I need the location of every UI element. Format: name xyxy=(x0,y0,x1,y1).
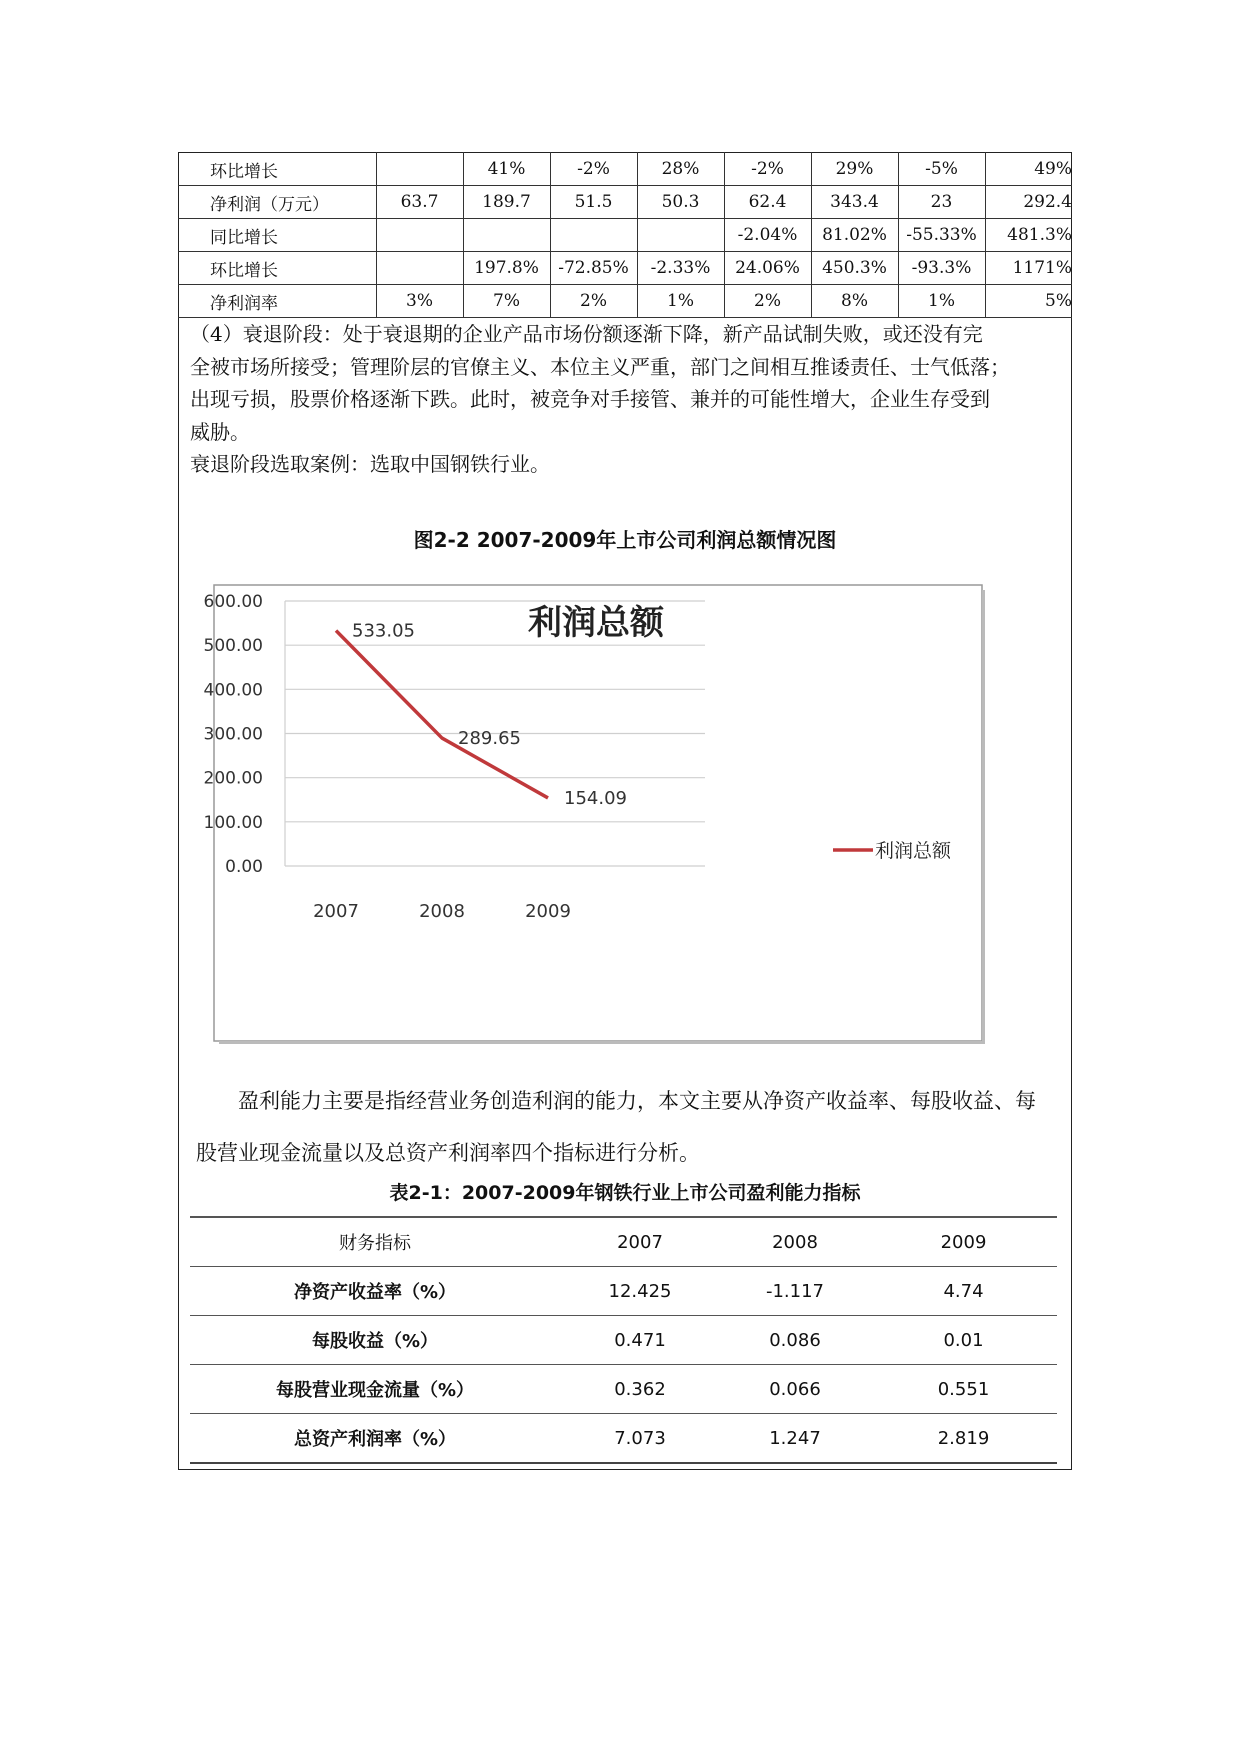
table-cell: 197.8% xyxy=(463,252,550,285)
table-cell: 7% xyxy=(463,285,550,318)
table-cell: -2.04% xyxy=(724,219,811,252)
table-cell: -72.85% xyxy=(550,252,637,285)
case-selection-line: 衰退阶段选取案例：选取中国钢铁行业。 xyxy=(190,452,550,476)
table-cell: -1.117 xyxy=(720,1267,870,1316)
table-cell: 12.425 xyxy=(560,1267,720,1316)
profitability-table xyxy=(190,1216,1057,1464)
y-tick-label: 200.00 xyxy=(203,768,263,789)
table-row xyxy=(190,1316,1057,1365)
chart-shadow xyxy=(982,590,985,1044)
table-cell: 0.551 xyxy=(870,1365,1057,1414)
data-label: 289.65 xyxy=(458,728,521,750)
table-cell: 0.362 xyxy=(560,1365,720,1414)
table-row xyxy=(178,285,1072,318)
table-cell xyxy=(376,153,463,186)
row-label: 净利润率 xyxy=(178,285,376,318)
table-cell: 29% xyxy=(811,153,898,186)
table-cell: 7.073 xyxy=(560,1414,720,1464)
header-row xyxy=(190,1217,1057,1267)
chart-caption: 图2-2 2007-2009年上市公司利润总额情况图 xyxy=(413,528,837,552)
table-cell: 0.066 xyxy=(720,1365,870,1414)
y-tick-label: 0.00 xyxy=(225,857,263,877)
indicator-name: 每股营业现金流量（%） xyxy=(190,1365,560,1414)
table-cell: -2.33% xyxy=(637,252,724,285)
table-row xyxy=(178,186,1072,219)
table-cell: 2% xyxy=(724,285,811,318)
table-cell: 41% xyxy=(463,153,550,186)
chart-title: 利润总额 xyxy=(528,603,664,643)
table-cell: 62.4 xyxy=(724,186,811,219)
y-tick-label: 400.00 xyxy=(203,680,263,701)
table-cell: 481.3% xyxy=(985,219,1072,252)
table-cell: -5% xyxy=(898,153,985,186)
profitability-paragraph xyxy=(196,1075,1056,1179)
table-cell: 23 xyxy=(898,186,985,219)
table-row xyxy=(190,1414,1057,1464)
column-header: 2008 xyxy=(720,1217,870,1267)
table-cell: 63.7 xyxy=(376,186,463,219)
table2-caption: 表2-1：2007-2009年钢铁行业上市公司盈利能力指标 xyxy=(389,1182,861,1204)
table-cell: -2% xyxy=(724,153,811,186)
y-tick-label: 100.00 xyxy=(203,812,263,833)
chart-frame xyxy=(214,585,982,1041)
column-header: 2007 xyxy=(560,1217,720,1267)
row-label: 同比增长 xyxy=(178,219,376,252)
table-cell: 1.247 xyxy=(720,1414,870,1464)
x-tick-label: 2007 xyxy=(313,901,359,922)
table-cell: 24.06% xyxy=(724,252,811,285)
table-cell: 0.086 xyxy=(720,1316,870,1365)
x-tick-label: 2008 xyxy=(419,901,465,922)
indicator-name: 净资产收益率（%） xyxy=(190,1267,560,1316)
table-cell: 292.4 xyxy=(985,186,1072,219)
table-cell: 8% xyxy=(811,285,898,318)
table-cell: 50.3 xyxy=(637,186,724,219)
paragraph-line: 全被市场所接受；管理阶层的官僚主义、本位主义严重，部门之间相互推诿责任、士气低落； xyxy=(190,354,1010,379)
table-cell xyxy=(376,219,463,252)
paragraph-line: 出现亏损，股票价格逐渐下跌。此时，被竞争对手接管、兼并的可能性增大，企业生存受到 xyxy=(190,387,990,411)
table-cell xyxy=(376,252,463,285)
table-cell: 51.5 xyxy=(550,186,637,219)
table-cell xyxy=(463,219,550,252)
table-cell: 49% xyxy=(985,153,1072,186)
table-cell: -93.3% xyxy=(898,252,985,285)
table-cell: 189.7 xyxy=(463,186,550,219)
indicator-name: 每股收益（%） xyxy=(190,1316,560,1365)
table-row xyxy=(178,153,1072,186)
column-header: 2009 xyxy=(870,1217,1057,1267)
table-cell: 0.471 xyxy=(560,1316,720,1365)
table-row xyxy=(178,252,1072,285)
table-cell: -55.33% xyxy=(898,219,985,252)
table-cell xyxy=(550,219,637,252)
table-cell: 343.4 xyxy=(811,186,898,219)
table-cell: 28% xyxy=(637,153,724,186)
table-row xyxy=(190,1365,1057,1414)
table-row xyxy=(190,1267,1057,1316)
table-cell: 2% xyxy=(550,285,637,318)
table-cell: 1171% xyxy=(985,252,1072,285)
row-label: 环比增长 xyxy=(178,252,376,285)
table-cell: 0.01 xyxy=(870,1316,1057,1365)
table-cell: -2% xyxy=(550,153,637,186)
table-cell: 4.74 xyxy=(870,1267,1057,1316)
row-label: 净利润（万元） xyxy=(178,186,376,219)
indicator-name: 总资产利润率（%） xyxy=(190,1414,560,1464)
decline-stage-paragraph xyxy=(190,318,1066,481)
table-cell: 81.02% xyxy=(811,219,898,252)
table-cell: 450.3% xyxy=(811,252,898,285)
paragraph-line: （4）衰退阶段：处于衰退期的企业产品市场份额逐渐下降，新产品试制失败，或还没有完 xyxy=(190,322,983,346)
y-tick-label: 600.00 xyxy=(203,592,263,612)
table-cell: 1% xyxy=(898,285,985,318)
legend-label: 利润总额 xyxy=(875,840,952,862)
y-tick-label: 500.00 xyxy=(203,636,263,657)
table-cell xyxy=(637,219,724,252)
data-label: 154.09 xyxy=(564,787,627,809)
table-cell: 2.819 xyxy=(870,1414,1057,1464)
table-cell: 3% xyxy=(376,285,463,318)
profit-line-chart xyxy=(203,584,985,1044)
financial-table xyxy=(178,152,1072,318)
table-cell: 5% xyxy=(985,285,1072,318)
table-cell: 1% xyxy=(637,285,724,318)
table-row xyxy=(178,219,1072,252)
x-tick-label: 2009 xyxy=(525,901,571,922)
column-header: 财务指标 xyxy=(190,1217,560,1267)
body-text: 盈利能力主要是指经营业务创造利润的能力，本文主要从净资产收益率、每股收益、每股营业现金流量以及总资产利润率四个指标进行分析。 xyxy=(196,1089,1036,1165)
data-label: 533.05 xyxy=(352,620,415,642)
paragraph-line: 威胁。 xyxy=(190,419,250,444)
y-tick-label: 300.00 xyxy=(203,724,263,745)
chart-shadow xyxy=(219,1041,985,1044)
row-label: 环比增长 xyxy=(178,153,376,186)
